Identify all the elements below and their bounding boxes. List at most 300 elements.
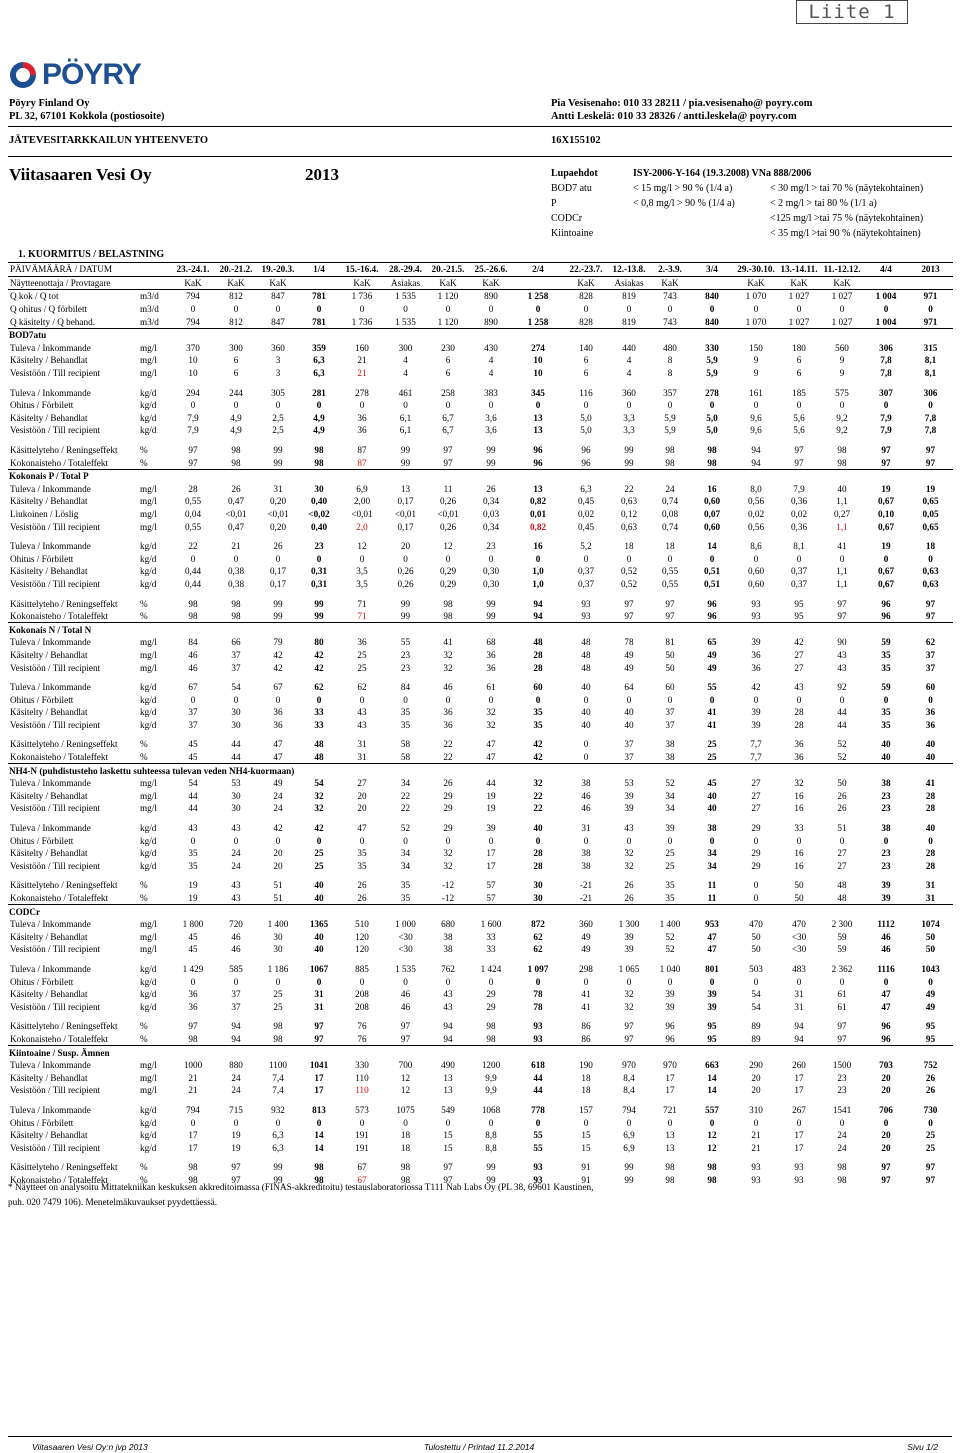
value-cell: 34	[707, 860, 717, 871]
value-cell: 42	[314, 662, 324, 673]
value-cell: 86	[581, 1021, 591, 1032]
value-cell: 25	[314, 860, 324, 871]
table-row	[8, 879, 953, 892]
value-cell: 0	[233, 694, 239, 705]
value-cell: 28	[794, 719, 804, 730]
value-cell: 4/4	[864, 263, 908, 277]
value-cell: 95	[925, 1033, 936, 1044]
logo-wordmark: PÖYRY	[42, 58, 141, 91]
value-cell: 0,07	[703, 508, 721, 519]
value-cell: 50	[665, 662, 675, 673]
section-title: Kokonais N / Total N	[8, 623, 953, 636]
value-cell: 1 736	[351, 316, 373, 327]
value-cell: 9,2	[836, 412, 848, 423]
table-row	[8, 693, 953, 706]
value-cell: 42	[794, 637, 804, 648]
value-cell: 43	[837, 662, 847, 673]
value-cell: 36	[751, 662, 761, 673]
spacer-row	[8, 956, 953, 963]
permit-heading: Lupaehdot	[551, 168, 598, 179]
value-cell: Asiakas	[608, 276, 650, 290]
value-cell: 0	[316, 553, 322, 564]
value-cell: 36	[751, 649, 761, 660]
value-cell: 7,4	[272, 1085, 284, 1096]
value-cell: 730	[923, 1104, 938, 1115]
value-cell: 22	[533, 803, 543, 814]
permit-isy-limit: < 0,8 mg/l > 90 % (1/4 a)	[633, 198, 735, 209]
value-cell: 21	[357, 368, 367, 379]
value-cell: 0	[709, 976, 715, 987]
value-cell: 8	[667, 368, 673, 379]
row-label: Ohitus / Förbilett	[10, 553, 74, 564]
value-cell: 306	[879, 342, 893, 353]
value-cell: 50	[751, 944, 761, 955]
value-cell: 47	[707, 944, 717, 955]
row-label: Käsitelty / Behandlat	[10, 989, 88, 1000]
value-cell: 0	[626, 304, 632, 315]
value-cell: 470	[792, 919, 806, 930]
value-cell: 0,52	[620, 578, 638, 589]
value-cell: 22	[188, 541, 198, 552]
value-cell: 0	[796, 694, 802, 705]
unit-cell: %	[140, 880, 148, 891]
row-label: Tuleva / Inkommande	[10, 1060, 91, 1071]
value-cell: 360	[579, 919, 593, 930]
value-cell: 24	[273, 790, 283, 801]
value-cell: 150	[749, 342, 763, 353]
value-cell: 0	[275, 304, 281, 315]
unit-cell: kg/d	[140, 566, 157, 577]
value-cell: 1 400	[267, 919, 289, 930]
value-cell: 13	[533, 425, 543, 436]
table-row	[8, 1033, 953, 1046]
value-cell: 1074	[921, 919, 940, 930]
row-label: Kokonaisteho / Totaleffekt	[10, 611, 109, 622]
value-cell: 99	[486, 598, 496, 609]
value-cell: 840	[705, 316, 719, 327]
value-cell: 208	[355, 989, 369, 1000]
value-cell: 43	[624, 823, 634, 834]
value-cell: 383	[484, 387, 498, 398]
value-cell: 828	[579, 291, 593, 302]
spacer-cell	[8, 815, 953, 822]
value-cell: 43	[188, 823, 198, 834]
value-cell: 4	[403, 368, 408, 379]
value-cell: 5,9	[706, 368, 718, 379]
value-cell: 28	[925, 848, 936, 859]
value-cell: 0,08	[661, 508, 679, 519]
table-row	[8, 315, 953, 328]
value-cell: 35	[400, 893, 411, 904]
value-cell: 0	[316, 304, 322, 315]
value-cell: 98	[273, 1021, 283, 1032]
value-cell: 0,30	[482, 578, 500, 589]
value-cell: 720	[229, 919, 243, 930]
value-cell: 781	[312, 291, 326, 302]
row-label: Vesistöön / Till recipient	[10, 803, 101, 814]
unit-cell: mg/l	[140, 637, 157, 648]
value-cell: 97	[443, 1162, 453, 1173]
value-cell: 45	[188, 752, 198, 763]
value-cell: 23	[837, 1072, 847, 1083]
value-cell: 13	[443, 1072, 453, 1083]
value-cell: 9,6	[750, 412, 762, 423]
value-cell: 10	[188, 368, 198, 379]
value-cell: 14	[707, 1072, 717, 1083]
unit-cell: kg/d	[140, 682, 157, 693]
value-cell: 26	[624, 893, 634, 904]
value-cell: 8,0	[750, 483, 762, 494]
attachment-label: Liite 1	[796, 0, 908, 24]
row-label: Kokonaisteho / Totaleffekt	[10, 457, 109, 468]
value-cell: 16	[533, 541, 543, 552]
value-cell: 0	[275, 694, 281, 705]
value-cell: 98	[400, 1174, 411, 1185]
value-cell: 23	[400, 649, 411, 660]
value-cell: 0	[753, 304, 759, 315]
section-title: Kiintoaine / Susp. Ämnen	[8, 1046, 953, 1059]
value-cell: 89	[751, 1033, 761, 1044]
value-cell: 0,67	[877, 566, 895, 577]
value-cell: 12	[707, 1142, 717, 1153]
value-cell: 0	[535, 976, 541, 987]
section-heading: 1. KUORMITUS / BELASTNING	[18, 249, 165, 260]
value-cell: 618	[531, 1060, 545, 1071]
unit-cell: mg/l	[140, 521, 157, 532]
spacer-cell	[8, 1154, 953, 1161]
value-cell: 278	[705, 387, 719, 398]
value-cell: 42	[314, 649, 324, 660]
value-cell: 1500	[832, 1060, 852, 1071]
value-cell: 819	[622, 316, 636, 327]
value-cell: 3/4	[690, 263, 734, 277]
value-cell: 0,29	[439, 578, 457, 589]
table-row	[8, 1000, 953, 1013]
unit-cell: %	[140, 1033, 148, 1044]
value-cell: 0,67	[877, 496, 895, 507]
value-cell: 45	[188, 944, 198, 955]
value-cell: 1 027	[831, 316, 853, 327]
value-cell: 38	[581, 848, 591, 859]
value-cell: 99	[486, 457, 496, 468]
value-cell: 721	[663, 1104, 677, 1115]
value-cell: 27	[794, 649, 804, 660]
value-cell: 78	[533, 989, 543, 1000]
value-cell: 24	[231, 1072, 241, 1083]
value-cell: 15	[443, 1142, 453, 1153]
value-cell: 1,1	[836, 521, 848, 532]
row-label: Vesistöön / Till recipient	[10, 944, 101, 955]
value-cell: <0,01	[225, 508, 247, 519]
value-cell: 28	[533, 860, 543, 871]
value-cell: 97	[881, 1174, 891, 1185]
value-cell: 65	[707, 637, 717, 648]
value-cell: 0,65	[922, 521, 939, 532]
value-cell: 40	[314, 880, 324, 891]
value-cell: 52	[665, 778, 675, 789]
value-cell: 28	[188, 483, 198, 494]
row-label: Käsitelty / Behandlat	[10, 496, 88, 507]
value-cell: 31	[794, 1001, 804, 1012]
value-cell: 30	[314, 483, 324, 494]
value-cell: 98	[188, 611, 198, 622]
value-cell: 97	[314, 1021, 324, 1032]
value-cell: -12	[441, 893, 455, 904]
value-cell: 8,4	[623, 1072, 635, 1083]
value-cell: 27	[751, 778, 761, 789]
value-cell: 52	[837, 752, 847, 763]
value-cell: 1,0	[532, 566, 544, 577]
unit-cell: m3/d	[140, 304, 159, 315]
value-cell: 67	[357, 1162, 367, 1173]
unit-cell: %	[140, 893, 148, 904]
value-cell: 37	[231, 649, 241, 660]
value-cell: 161	[749, 387, 763, 398]
row-label: Vesistöön / Till recipient	[10, 662, 101, 673]
value-cell: 781	[312, 316, 326, 327]
unit-cell: kg/d	[140, 1104, 157, 1115]
value-cell: 26	[925, 1072, 936, 1083]
value-cell: 23	[881, 803, 891, 814]
value-cell: 6,7	[442, 412, 454, 423]
value-cell: 97	[624, 598, 634, 609]
unit-cell: mg/l	[140, 1072, 157, 1083]
spacer-row	[8, 533, 953, 540]
value-cell: 1 535	[395, 963, 416, 974]
value-cell: 34	[400, 848, 411, 859]
value-cell: 0,12	[620, 508, 638, 519]
value-cell: 1075	[396, 1104, 415, 1115]
value-cell: 60	[533, 682, 543, 693]
value-cell: 99	[486, 1162, 496, 1173]
value-cell: 31	[357, 739, 367, 750]
value-cell: 95	[707, 1033, 717, 1044]
value-cell: 45	[707, 778, 717, 789]
value-cell: 22	[400, 803, 411, 814]
value-cell: 45	[188, 931, 198, 942]
section-row	[8, 469, 953, 482]
row-label: Vesistöön / Till recipient	[10, 719, 101, 730]
value-cell: 35	[665, 880, 675, 891]
value-cell: 0	[626, 400, 632, 411]
permit-reference: ISY-2006-Y-164 (19.3.2008) VNa 888/2006	[633, 168, 812, 179]
value-cell: 50	[837, 778, 847, 789]
value-cell: 812	[229, 291, 243, 302]
value-cell: 298	[579, 963, 593, 974]
value-cell: 22	[533, 790, 543, 801]
value-cell: 38	[581, 778, 591, 789]
value-cell: 49	[707, 662, 717, 673]
value-cell: 110	[355, 1085, 369, 1096]
value-cell: 847	[271, 291, 285, 302]
value-cell: 557	[705, 1104, 719, 1115]
value-cell: 0	[445, 304, 451, 315]
value-cell: 6,3	[313, 368, 325, 379]
value-cell: 31	[925, 893, 936, 904]
value-cell: 0,38	[227, 578, 245, 589]
value-cell: 24	[273, 803, 283, 814]
value-cell: 470	[749, 919, 763, 930]
value-cell: 0	[753, 976, 759, 987]
value-cell: 0	[488, 835, 494, 846]
value-cell: 0	[535, 1117, 541, 1128]
value-cell: 87	[357, 457, 367, 468]
value-cell: 6,9	[623, 1142, 635, 1153]
value-cell: 0	[753, 893, 759, 904]
unit-cell: kg/d	[140, 694, 157, 705]
value-cell: 0,01	[529, 508, 547, 519]
value-cell: 1 600	[480, 919, 502, 930]
row-label: Käsittelyteho / Reningseffekt	[10, 739, 118, 750]
value-cell: 50	[925, 944, 936, 955]
value-cell: 97	[665, 598, 675, 609]
value-cell: 0,60	[747, 578, 765, 589]
value-cell: 6	[796, 355, 802, 366]
value-cell: 8,1	[793, 541, 805, 552]
value-cell: 575	[835, 387, 849, 398]
value-cell: 0	[488, 976, 494, 987]
value-cell: 27	[837, 848, 847, 859]
value-cell: 0	[796, 976, 802, 987]
value-cell: 0	[667, 694, 673, 705]
value-cell: 8,1	[924, 355, 937, 366]
value-cell: 0	[839, 400, 845, 411]
value-cell: 703	[879, 1060, 893, 1071]
spacer-cell	[8, 1013, 953, 1020]
value-cell: 46	[881, 944, 891, 955]
spacer-cell	[8, 379, 953, 386]
row-label: Käsittelyteho / Reningseffekt	[10, 445, 118, 456]
value-cell: 2,0	[356, 521, 368, 532]
value-cell: 62	[533, 944, 543, 955]
value-cell: 61	[837, 1001, 847, 1012]
value-cell: 20	[400, 541, 411, 552]
value-cell: 27	[357, 778, 367, 789]
value-cell: 345	[531, 387, 545, 398]
unit-cell	[138, 276, 171, 290]
value-cell: 28	[794, 707, 804, 718]
row-label: Tuleva / Inkommande	[10, 682, 91, 693]
value-cell: 48	[837, 893, 847, 904]
value-cell: 6	[583, 368, 589, 379]
value-cell: 22	[443, 739, 453, 750]
value-cell: 93	[751, 611, 761, 622]
value-cell: 0	[316, 835, 322, 846]
value-cell: 40	[925, 823, 936, 834]
row-label: Q ohitus / Q förbilett	[10, 304, 88, 315]
value-cell: 0,37	[577, 566, 595, 577]
value-cell: 91	[581, 1162, 591, 1173]
row-label: Näytteenottaja / Provtagare	[8, 276, 138, 290]
value-cell: 25	[273, 989, 283, 1000]
value-cell: 0	[403, 694, 408, 705]
value-cell: 52	[665, 931, 675, 942]
value-cell: 0	[359, 400, 365, 411]
value-cell: 17	[486, 848, 496, 859]
value-cell: 30	[273, 944, 283, 955]
value-cell: 16	[794, 848, 804, 859]
value-cell: 813	[312, 1104, 326, 1115]
unit-cell: %	[140, 1174, 148, 1185]
value-cell: 42	[273, 649, 283, 660]
value-cell: 16	[794, 860, 804, 871]
value-cell: 30	[533, 880, 543, 891]
value-cell: 1 300	[618, 919, 640, 930]
value-cell: 98	[665, 1174, 675, 1185]
value-cell: 120	[355, 944, 369, 955]
value-cell: 93	[581, 611, 591, 622]
row-label: Käsitelty / Behandlat	[10, 649, 88, 660]
unit-cell: mg/l	[140, 355, 157, 366]
value-cell: 58	[400, 752, 411, 763]
value-cell: 94	[443, 1033, 453, 1044]
footer-file: Viitasaaren Vesi Oy:n jvp 2013	[32, 1442, 148, 1452]
section-row	[8, 905, 953, 918]
value-cell: 19	[231, 1142, 241, 1153]
value-cell: 93	[533, 1033, 543, 1044]
value-cell: 20	[751, 1085, 761, 1096]
unit-cell: kg/d	[140, 400, 157, 411]
value-cell: 66	[231, 637, 241, 648]
value-cell: 71	[357, 598, 367, 609]
value-cell: 17	[188, 1130, 198, 1141]
row-label: Kokonaisteho / Totaleffekt	[10, 893, 109, 904]
value-cell: 43	[794, 682, 804, 693]
unit-cell: kg/d	[140, 835, 157, 846]
value-cell: 0	[796, 304, 802, 315]
value-cell: 0,26	[439, 496, 457, 507]
table-row	[8, 649, 953, 662]
value-cell: 1 004	[875, 291, 897, 302]
value-cell: 36	[443, 719, 453, 730]
value-cell: 99	[624, 457, 634, 468]
value-cell: 21	[231, 541, 241, 552]
value-cell: 54	[188, 778, 198, 789]
value-cell: 97	[443, 1174, 453, 1185]
value-cell: 99	[486, 611, 496, 622]
value-cell: 0	[753, 553, 759, 564]
value-cell: 48	[581, 662, 591, 673]
table-row	[8, 931, 953, 944]
value-cell: 0	[488, 304, 494, 315]
row-label: Käsitelty / Behandlat	[10, 1130, 88, 1141]
value-cell: 0	[883, 400, 889, 411]
value-cell: 49	[624, 662, 634, 673]
table-row	[8, 975, 953, 988]
value-cell: 10	[533, 368, 543, 379]
value-cell: 17	[314, 1072, 324, 1083]
unit-cell: mg/l	[140, 790, 157, 801]
value-cell: 0	[445, 835, 451, 846]
value-cell: 3	[275, 368, 281, 379]
value-cell: 1 258	[527, 291, 549, 302]
spacer-cell	[8, 590, 953, 597]
unit-cell: mg/l	[140, 483, 157, 494]
row-label: Tuleva / Inkommande	[10, 637, 91, 648]
spacer-row	[8, 379, 953, 386]
value-cell: 98	[188, 1162, 198, 1173]
value-cell: 258	[441, 387, 455, 398]
value-cell: 430	[484, 342, 498, 353]
value-cell: 54	[231, 682, 241, 693]
value-cell: 0	[883, 835, 889, 846]
value-cell: 47	[357, 823, 367, 834]
value-cell: 40	[837, 483, 847, 494]
value-cell: 71	[357, 611, 367, 622]
value-cell: 46	[443, 682, 453, 693]
value-cell: 36	[925, 707, 936, 718]
unit-cell	[138, 263, 171, 277]
